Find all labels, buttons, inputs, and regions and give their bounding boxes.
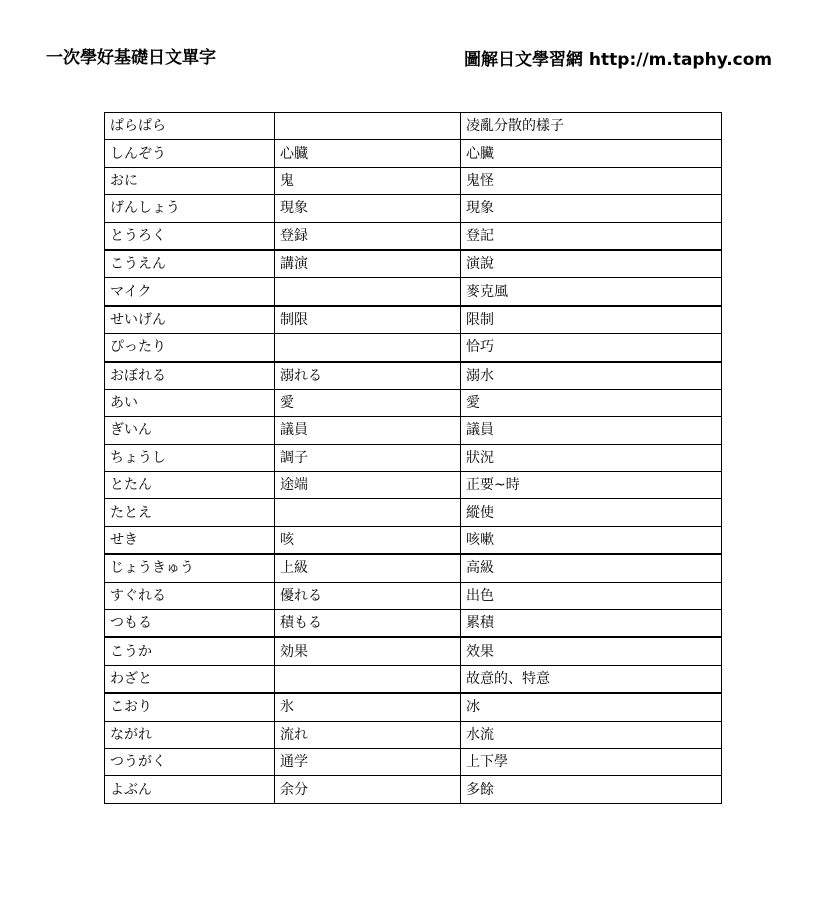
- vocab-table: [104, 112, 722, 804]
- meaning-cell: 上下學: [461, 748, 722, 775]
- meaning-cell: 愛: [461, 389, 722, 416]
- kanji-cell: 余分: [275, 776, 461, 803]
- kanji-cell: 心臓: [275, 140, 461, 167]
- table-row: [105, 776, 722, 803]
- table-row: [105, 721, 722, 748]
- kana-cell: ぴったり: [105, 334, 275, 362]
- site-title: 圖解日文學習網 http://m.taphy.com: [464, 50, 773, 70]
- meaning-cell: 麥克風: [461, 278, 722, 306]
- kana-cell: おぼれる: [105, 362, 275, 390]
- kana-cell: こうか: [105, 637, 275, 665]
- table-row: [105, 334, 722, 362]
- kanji-cell: 制限: [275, 306, 461, 334]
- meaning-cell: 溺水: [461, 362, 722, 390]
- kanji-cell: 講演: [275, 250, 461, 278]
- page-title: 一次學好基礎日文單字: [46, 48, 216, 68]
- kana-cell: こうえん: [105, 250, 275, 278]
- kana-cell: マイク: [105, 278, 275, 306]
- kanji-cell: 氷: [275, 693, 461, 721]
- vocab-table-body: [105, 113, 722, 804]
- kana-cell: とうろく: [105, 222, 275, 250]
- table-row: [105, 362, 722, 390]
- meaning-cell: 限制: [461, 306, 722, 334]
- kanji-cell: [275, 278, 461, 306]
- meaning-cell: 恰巧: [461, 334, 722, 362]
- table-row: [105, 444, 722, 471]
- kana-cell: わざと: [105, 665, 275, 693]
- meaning-cell: 登記: [461, 222, 722, 250]
- kana-cell: しんぞう: [105, 140, 275, 167]
- meaning-cell: 演說: [461, 250, 722, 278]
- table-row: [105, 278, 722, 306]
- meaning-cell: 正要~時: [461, 472, 722, 499]
- table-row: [105, 554, 722, 582]
- kana-cell: せき: [105, 526, 275, 554]
- table-row: [105, 499, 722, 526]
- kanji-cell: 途端: [275, 472, 461, 499]
- kana-cell: ぱらぱら: [105, 113, 275, 140]
- table-row: [105, 306, 722, 334]
- kanji-cell: 議員: [275, 417, 461, 444]
- kana-cell: こおり: [105, 693, 275, 721]
- table-row: [105, 693, 722, 721]
- kana-cell: よぶん: [105, 776, 275, 803]
- table-row: [105, 250, 722, 278]
- kanji-cell: 愛: [275, 389, 461, 416]
- kanji-cell: 効果: [275, 637, 461, 665]
- table-row: [105, 417, 722, 444]
- kana-cell: おに: [105, 167, 275, 194]
- kana-cell: つうがく: [105, 748, 275, 775]
- kanji-cell: [275, 499, 461, 526]
- kanji-cell: [275, 334, 461, 362]
- meaning-cell: 水流: [461, 721, 722, 748]
- meaning-cell: 故意的、特意: [461, 665, 722, 693]
- kanji-cell: 咳: [275, 526, 461, 554]
- table-row: [105, 389, 722, 416]
- table-row: [105, 222, 722, 250]
- kana-cell: つもる: [105, 610, 275, 638]
- meaning-cell: 鬼怪: [461, 167, 722, 194]
- kana-cell: たとえ: [105, 499, 275, 526]
- kana-cell: ながれ: [105, 721, 275, 748]
- meaning-cell: 多餘: [461, 776, 722, 803]
- kanji-cell: 溺れる: [275, 362, 461, 390]
- table-row: [105, 610, 722, 638]
- kanji-cell: [275, 665, 461, 693]
- meaning-cell: 議員: [461, 417, 722, 444]
- meaning-cell: 凌亂分散的樣子: [461, 113, 722, 140]
- meaning-cell: 效果: [461, 637, 722, 665]
- kana-cell: じょうきゅう: [105, 554, 275, 582]
- meaning-cell: 狀況: [461, 444, 722, 471]
- table-row: [105, 637, 722, 665]
- meaning-cell: 高級: [461, 554, 722, 582]
- meaning-cell: 心臟: [461, 140, 722, 167]
- kanji-cell: 流れ: [275, 721, 461, 748]
- table-row: [105, 665, 722, 693]
- meaning-cell: 出色: [461, 582, 722, 609]
- table-row: [105, 748, 722, 775]
- kana-cell: ちょうし: [105, 444, 275, 471]
- kana-cell: せいげん: [105, 306, 275, 334]
- table-row: [105, 167, 722, 194]
- kana-cell: ぎいん: [105, 417, 275, 444]
- meaning-cell: 冰: [461, 693, 722, 721]
- table-row: [105, 472, 722, 499]
- table-row: [105, 195, 722, 222]
- meaning-cell: 現象: [461, 195, 722, 222]
- table-row: [105, 113, 722, 140]
- kanji-cell: 現象: [275, 195, 461, 222]
- meaning-cell: 縱使: [461, 499, 722, 526]
- kanji-cell: 鬼: [275, 167, 461, 194]
- kana-cell: とたん: [105, 472, 275, 499]
- kana-cell: げんしょう: [105, 195, 275, 222]
- meaning-cell: 咳嗽: [461, 526, 722, 554]
- table-row: [105, 140, 722, 167]
- kanji-cell: 調子: [275, 444, 461, 471]
- kanji-cell: 優れる: [275, 582, 461, 609]
- kanji-cell: 登録: [275, 222, 461, 250]
- kanji-cell: 上級: [275, 554, 461, 582]
- kanji-cell: 通学: [275, 748, 461, 775]
- table-row: [105, 582, 722, 609]
- meaning-cell: 累積: [461, 610, 722, 638]
- table-row: [105, 526, 722, 554]
- kanji-cell: [275, 113, 461, 140]
- kana-cell: すぐれる: [105, 582, 275, 609]
- kana-cell: あい: [105, 389, 275, 416]
- kanji-cell: 積もる: [275, 610, 461, 638]
